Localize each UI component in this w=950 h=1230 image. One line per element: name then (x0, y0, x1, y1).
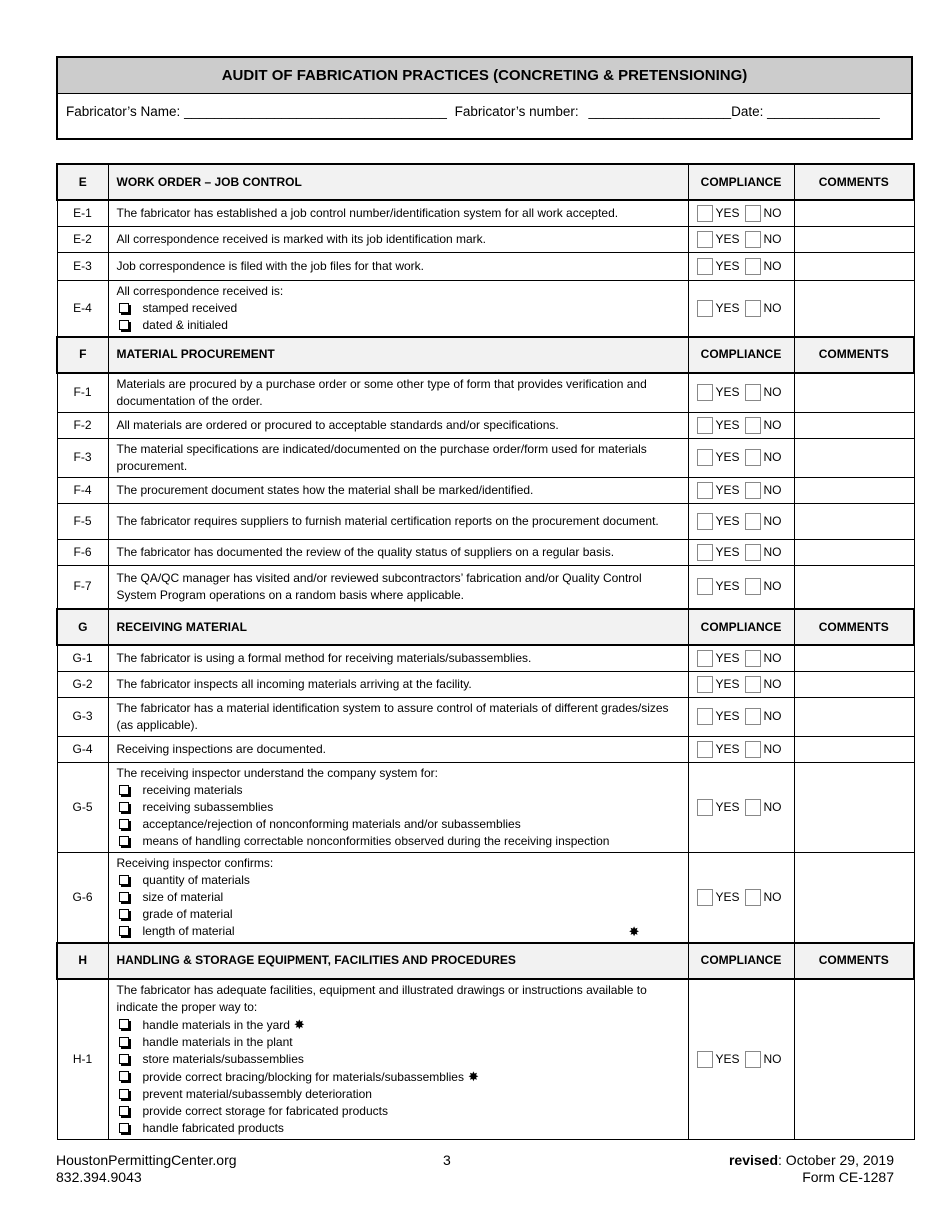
no-checkbox[interactable] (745, 544, 761, 561)
item-description (108, 979, 688, 1140)
checklist-item (117, 782, 680, 799)
item-id: H-1 (57, 979, 108, 1140)
checklist-item (117, 300, 680, 317)
compliance-cell (688, 200, 794, 226)
audit-row-f7 (57, 565, 914, 609)
checkbox-icon[interactable] (119, 1089, 129, 1099)
item-id: G-2 (57, 671, 108, 697)
no-label: NO (763, 544, 782, 559)
section-title: WORK ORDER – JOB CONTROL (108, 164, 688, 200)
yes-label: YES (715, 417, 740, 432)
compliance-cell (688, 373, 794, 413)
checklist-item-text: size of material (142, 889, 224, 904)
yes-label: YES (715, 709, 740, 723)
yes-no-group (697, 578, 786, 595)
comments-cell[interactable] (794, 736, 914, 762)
yes-no-group (697, 799, 786, 816)
item-text: All correspondence received is marked with its job identification mark. (116, 231, 486, 246)
comments-cell[interactable] (794, 697, 914, 736)
compliance-cell (688, 280, 794, 337)
compliance-header: COMPLIANCE (688, 164, 794, 200)
item-description (108, 697, 688, 736)
checklist-item-text: length of material (142, 923, 235, 938)
no-label: NO (763, 799, 782, 814)
form-number: Form CE-1287 (802, 1169, 894, 1185)
yes-no-group (697, 544, 786, 561)
yes-checkbox[interactable] (697, 799, 713, 816)
item-description (108, 645, 688, 671)
item-description (108, 503, 688, 539)
yes-no-group (697, 513, 786, 530)
audit-row-g2 (57, 671, 914, 697)
compliance-cell (688, 539, 794, 565)
item-description (108, 671, 688, 697)
audit-row-h1 (57, 979, 914, 1140)
checkbox-icon[interactable] (119, 1123, 129, 1133)
date-label: Date: (731, 104, 764, 119)
checkbox-icon[interactable] (119, 926, 129, 936)
yes-checkbox[interactable] (697, 384, 713, 401)
no-checkbox[interactable] (745, 578, 761, 595)
yes-label: YES (715, 205, 740, 220)
audit-row-f4 (57, 477, 914, 503)
checklist (117, 872, 680, 940)
no-checkbox[interactable] (745, 482, 761, 499)
item-text: The fabricator inspects all incoming materials arriving at the facility. (116, 676, 472, 691)
section-header-e (57, 164, 914, 200)
comments-cell[interactable] (794, 373, 914, 413)
checklist-item (117, 1068, 680, 1086)
comments-cell[interactable] (794, 539, 914, 565)
item-id: F-2 (57, 412, 108, 438)
comments-cell[interactable] (794, 645, 914, 671)
item-description (108, 762, 688, 852)
section-title: MATERIAL PROCUREMENT (108, 337, 688, 373)
yes-no-group (697, 384, 786, 401)
comments-cell[interactable] (794, 477, 914, 503)
audit-row-g3 (57, 697, 914, 736)
checklist (117, 782, 680, 850)
yes-no-group (697, 300, 786, 317)
no-label: NO (763, 258, 782, 273)
checklist-item-text: provide correct bracing/blocking for materials/subassemblies (142, 1069, 464, 1084)
item-description (108, 226, 688, 252)
item-description (108, 565, 688, 609)
checkbox-icon[interactable] (119, 1071, 129, 1081)
compliance-cell (688, 736, 794, 762)
no-label: NO (763, 741, 782, 756)
no-checkbox[interactable] (745, 889, 761, 906)
section-header-g (57, 609, 914, 645)
item-description (108, 252, 688, 280)
no-checkbox[interactable] (745, 231, 761, 248)
yes-no-group (697, 449, 786, 466)
comments-cell[interactable] (794, 200, 914, 226)
no-checkbox[interactable] (745, 258, 761, 275)
item-text: Receiving inspector confirms: (116, 855, 274, 870)
asterisk-icon: ✸ (467, 1068, 479, 1084)
item-text: The QA/QC manager has visited and/or reviewed subcontractors’ fabrication and/or Quality Control System Program operations on a random basis where applicable. (116, 570, 642, 602)
yes-checkbox[interactable] (697, 417, 713, 434)
checklist-item (117, 872, 680, 889)
audit-row-f1 (57, 373, 914, 413)
item-text: The fabricator has adequate facilities, equipment and illustrated drawings or instructions available to indicate the proper way to: (116, 982, 647, 1014)
checkbox-icon[interactable] (119, 819, 129, 829)
checklist-item-text: quantity of materials (142, 872, 250, 887)
yes-label: YES (715, 650, 740, 665)
item-description (108, 852, 688, 943)
yes-label: YES (715, 258, 740, 273)
compliance-cell (688, 697, 794, 736)
no-checkbox[interactable] (745, 384, 761, 401)
item-id: E-2 (57, 226, 108, 252)
compliance-cell (688, 671, 794, 697)
compliance-cell (688, 762, 794, 852)
comments-cell[interactable] (794, 438, 914, 477)
no-checkbox[interactable] (745, 741, 761, 758)
item-id: E-4 (57, 280, 108, 337)
checklist-item-text: stamped received (142, 300, 238, 315)
yes-checkbox[interactable] (697, 578, 713, 595)
compliance-cell (688, 503, 794, 539)
item-text: Receiving inspections are documented. (116, 741, 326, 756)
checklist-item-text: handle materials in the yard (142, 1017, 290, 1032)
audit-row-f5 (57, 503, 914, 539)
yes-no-group (697, 650, 786, 667)
compliance-cell (688, 252, 794, 280)
audit-row-e1 (57, 200, 914, 226)
yes-label: YES (715, 676, 740, 691)
no-label: NO (763, 450, 782, 464)
page-number: 3 (443, 1152, 451, 1168)
checklist-item-text: receiving materials (142, 782, 243, 797)
no-label: NO (763, 300, 782, 315)
checkbox-icon[interactable] (119, 892, 129, 902)
no-checkbox[interactable] (745, 513, 761, 530)
yes-label: YES (715, 513, 740, 528)
yes-no-group (697, 1051, 786, 1068)
revised-date: : October 29, 2019 (778, 1152, 894, 1168)
no-checkbox[interactable] (745, 449, 761, 466)
item-description (108, 736, 688, 762)
yes-checkbox[interactable] (697, 231, 713, 248)
yes-checkbox[interactable] (697, 258, 713, 275)
item-text: The fabricator has documented the review of the quality status of suppliers on a regular basis. (116, 544, 615, 559)
checkbox-icon[interactable] (119, 836, 129, 846)
item-id: F-1 (57, 373, 108, 413)
section-title: HANDLING & STORAGE EQUIPMENT, FACILITIES AND PROCEDURES (108, 943, 688, 979)
footer-left (56, 1152, 237, 1186)
footer-phone: 832.394.9043 (56, 1169, 142, 1185)
yes-label: YES (715, 300, 740, 315)
checkbox-icon[interactable] (119, 1054, 129, 1064)
yes-no-group (697, 231, 786, 248)
item-description (108, 280, 688, 337)
item-description (108, 477, 688, 503)
item-text: Job correspondence is filed with the job files for that work. (116, 258, 424, 273)
compliance-header: COMPLIANCE (688, 943, 794, 979)
yes-no-group (697, 889, 786, 906)
checklist-item-text: receiving subassemblies (142, 799, 274, 814)
section-header-h (57, 943, 914, 979)
checklist-item-text: handle materials in the plant (142, 1034, 293, 1049)
audit-row-g1 (57, 645, 914, 671)
fabricator-name-field[interactable]: ___________________________________ (184, 104, 447, 119)
date-field[interactable]: _______________ (767, 104, 880, 119)
no-label: NO (763, 1051, 782, 1066)
audit-row-e2 (57, 226, 914, 252)
checklist-item-text: grade of material (142, 906, 233, 921)
checkbox-icon[interactable] (119, 303, 129, 313)
audit-row-f3 (57, 438, 914, 477)
item-id: F-4 (57, 477, 108, 503)
no-label: NO (763, 579, 782, 594)
item-text: The receiving inspector understand the company system for: (116, 765, 438, 780)
yes-checkbox[interactable] (697, 482, 713, 499)
audit-row-g5 (57, 762, 914, 852)
yes-checkbox[interactable] (697, 741, 713, 758)
fabricator-number-label: Fabricator’s number: (454, 104, 579, 119)
item-text: All materials are ordered or procured to acceptable standards and/or specifications. (116, 417, 559, 432)
checklist-item (117, 1086, 680, 1103)
item-id: E-1 (57, 200, 108, 226)
checkbox-icon[interactable] (119, 785, 129, 795)
no-label: NO (763, 385, 782, 399)
item-id: F-7 (57, 565, 108, 609)
yes-label: YES (715, 1051, 740, 1066)
item-description (108, 539, 688, 565)
checklist-item (117, 1034, 680, 1051)
checkbox-icon[interactable] (119, 802, 129, 812)
fabricator-name-label: Fabricator’s Name: (66, 104, 181, 119)
audit-row-f6 (57, 539, 914, 565)
checklist-item (117, 816, 680, 833)
checklist-item-text: handle fabricated products (142, 1120, 284, 1135)
yes-checkbox[interactable] (697, 513, 713, 530)
yes-no-group (697, 205, 786, 222)
checklist-item (117, 1120, 680, 1137)
asterisk-icon: ✸ (293, 1016, 305, 1032)
comments-cell[interactable] (794, 565, 914, 609)
no-label: NO (763, 650, 782, 665)
comments-cell[interactable] (794, 979, 914, 1140)
fabricator-number-field[interactable]: ___________________ (588, 104, 732, 119)
section-title: RECEIVING MATERIAL (108, 609, 688, 645)
yes-checkbox[interactable] (697, 676, 713, 693)
compliance-cell (688, 645, 794, 671)
comments-header: COMMENTS (794, 164, 914, 200)
checklist-item-text: store materials/subassemblies (142, 1051, 304, 1066)
checkbox-icon[interactable] (119, 1106, 129, 1116)
footer-right (729, 1152, 894, 1186)
audit-row-e3 (57, 252, 914, 280)
no-checkbox[interactable] (745, 708, 761, 725)
no-label: NO (763, 709, 782, 723)
item-id: F-3 (57, 438, 108, 477)
header-fields (58, 94, 911, 119)
yes-no-group (697, 482, 786, 499)
yes-checkbox[interactable] (697, 1051, 713, 1068)
compliance-cell (688, 979, 794, 1140)
no-checkbox[interactable] (745, 300, 761, 317)
item-text: All correspondence received is: (116, 283, 284, 298)
audit-row-g4 (57, 736, 914, 762)
item-id: G-4 (57, 736, 108, 762)
no-label: NO (763, 513, 782, 528)
yes-checkbox[interactable] (697, 650, 713, 667)
comments-header: COMMENTS (794, 337, 914, 373)
item-id: F-5 (57, 503, 108, 539)
item-text: The fabricator has a material identification system to assure control of materials of different grades/sizes (as applicable). (116, 700, 669, 732)
yes-no-group (697, 741, 786, 758)
no-label: NO (763, 205, 782, 220)
yes-checkbox[interactable] (697, 449, 713, 466)
checklist-item (117, 1051, 680, 1068)
yes-no-group (697, 417, 786, 434)
compliance-cell (688, 565, 794, 609)
item-id: E-3 (57, 252, 108, 280)
yes-label: YES (715, 482, 740, 497)
no-checkbox[interactable] (745, 205, 761, 222)
yes-label: YES (715, 799, 740, 814)
checklist-item (117, 1016, 680, 1034)
footer-site: HoustonPermittingCenter.org (56, 1152, 237, 1168)
item-text: The fabricator has established a job control number/identification system for all work accepted. (116, 205, 619, 220)
no-label: NO (763, 889, 782, 904)
yes-no-group (697, 708, 786, 725)
no-checkbox[interactable] (745, 1051, 761, 1068)
yes-checkbox[interactable] (697, 889, 713, 906)
item-text: The procurement document states how the material shall be marked/identified. (116, 482, 534, 497)
comments-cell[interactable] (794, 852, 914, 943)
no-checkbox[interactable] (745, 676, 761, 693)
no-checkbox[interactable] (745, 417, 761, 434)
item-id: G-3 (57, 697, 108, 736)
compliance-cell (688, 226, 794, 252)
no-label: NO (763, 417, 782, 432)
item-description (108, 373, 688, 413)
comments-cell[interactable] (794, 762, 914, 852)
checklist-item-text: means of handling correctable nonconformities observed during the receiving inspection (142, 833, 610, 848)
yes-label: YES (715, 544, 740, 559)
compliance-cell (688, 477, 794, 503)
item-id: G-1 (57, 645, 108, 671)
compliance-header: COMPLIANCE (688, 609, 794, 645)
comments-cell[interactable] (794, 412, 914, 438)
no-checkbox[interactable] (745, 799, 761, 816)
yes-no-group (697, 676, 786, 693)
compliance-cell (688, 438, 794, 477)
checklist-item (117, 833, 680, 850)
yes-label: YES (715, 889, 740, 904)
yes-label: YES (715, 450, 740, 464)
checkbox-icon[interactable] (119, 320, 129, 330)
no-label: NO (763, 482, 782, 497)
checkbox-icon[interactable] (119, 1037, 129, 1047)
yes-checkbox[interactable] (697, 708, 713, 725)
item-text: The fabricator requires suppliers to furnish material certification reports on the procurement document. (116, 513, 659, 528)
comments-cell[interactable] (794, 280, 914, 337)
audit-table (56, 163, 915, 1140)
item-description (108, 200, 688, 226)
item-id: G-5 (57, 762, 108, 852)
audit-row-g6 (57, 852, 914, 943)
compliance-header: COMPLIANCE (688, 337, 794, 373)
item-description (108, 412, 688, 438)
form-title: AUDIT OF FABRICATION PRACTICES (CONCRETING & PRETENSIONING) (58, 58, 911, 94)
comments-cell[interactable] (794, 226, 914, 252)
comments-cell[interactable] (794, 252, 914, 280)
comments-header: COMMENTS (794, 609, 914, 645)
comments-cell[interactable] (794, 671, 914, 697)
checklist-item (117, 906, 680, 923)
section-header-f (57, 337, 914, 373)
checklist (117, 300, 680, 334)
revision-line (729, 1152, 894, 1169)
section-id: G (57, 609, 108, 645)
audit-row-f2 (57, 412, 914, 438)
section-id: H (57, 943, 108, 979)
yes-checkbox[interactable] (697, 300, 713, 317)
comments-cell[interactable] (794, 503, 914, 539)
checkbox-icon[interactable] (119, 1019, 129, 1029)
section-id: F (57, 337, 108, 373)
comments-header: COMMENTS (794, 943, 914, 979)
compliance-cell (688, 412, 794, 438)
audit-row-e4 (57, 280, 914, 337)
section-id: E (57, 164, 108, 200)
yes-label: YES (715, 385, 740, 399)
item-text: Materials are procured by a purchase order or some other type of form that provides verification and documentation of the order. (116, 376, 647, 408)
checklist-item-text: provide correct storage for fabricated products (142, 1103, 388, 1118)
item-text: The material specifications are indicated/documented on the purchase order/form used for materials procurement. (116, 441, 647, 473)
yes-checkbox[interactable] (697, 544, 713, 561)
checklist-item-text: acceptance/rejection of nonconforming materials and/or subassemblies (142, 816, 521, 831)
checklist-item-text: dated & initialed (142, 317, 228, 332)
yes-label: YES (715, 231, 740, 246)
yes-checkbox[interactable] (697, 205, 713, 222)
yes-label: YES (715, 579, 740, 594)
checkbox-icon[interactable] (119, 875, 129, 885)
checklist-item (117, 923, 680, 940)
item-description (108, 438, 688, 477)
revised-label: revised (728, 1152, 779, 1168)
asterisk-icon: ✸ (628, 923, 640, 939)
checklist-item-text: prevent material/subassembly deterioration (142, 1086, 372, 1101)
compliance-cell (688, 852, 794, 943)
no-label: NO (763, 676, 782, 691)
checklist-item (117, 317, 680, 334)
item-id: G-6 (57, 852, 108, 943)
checklist (117, 1016, 680, 1137)
item-id: F-6 (57, 539, 108, 565)
no-label: NO (763, 231, 782, 246)
checklist-item (117, 1103, 680, 1120)
item-text: The fabricator is using a formal method for receiving materials/subassemblies. (116, 650, 532, 665)
yes-label: YES (715, 741, 740, 756)
no-checkbox[interactable] (745, 650, 761, 667)
yes-no-group (697, 258, 786, 275)
form-header (56, 56, 913, 140)
checkbox-icon[interactable] (119, 909, 129, 919)
checklist-item (117, 799, 680, 816)
checklist-item (117, 889, 680, 906)
